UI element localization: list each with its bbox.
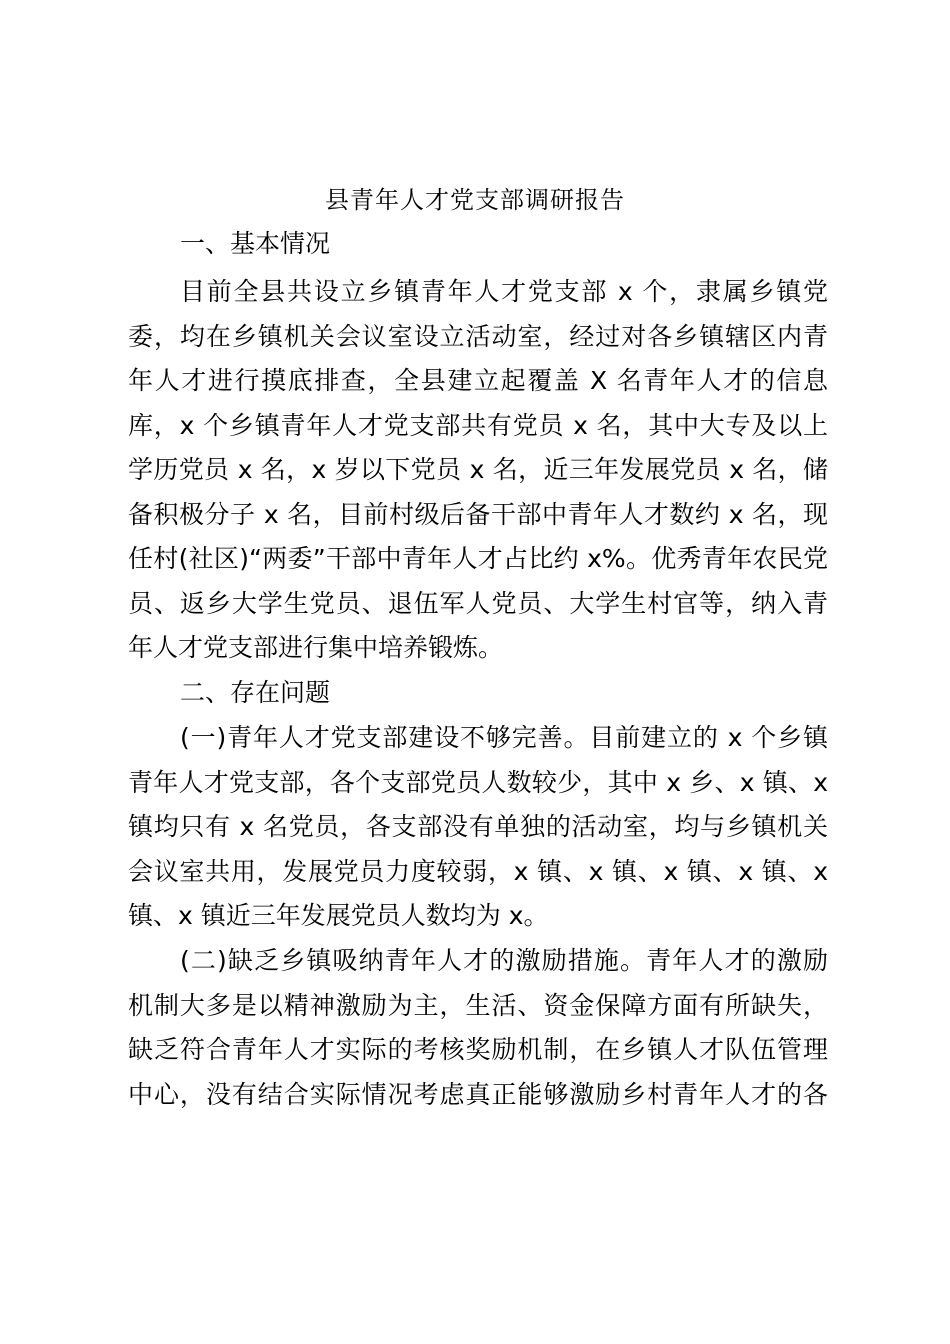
- paragraph-line: (一)青年人才党支部建设不够完善。目前建立的 x 个乡镇: [180, 723, 828, 752]
- paragraph-line: 机制大多是以精神激励为主，生活、资金保障方面有所缺失，: [128, 990, 828, 1020]
- paragraph-line: 库，x 个乡镇青年人才党支部共有党员 x 名，其中大专及以上: [128, 410, 828, 440]
- paragraph-line: 镇均只有 x 名党员，各支部没有单独的活动室，均与乡镇机关: [128, 812, 828, 841]
- paragraph-basic-situation: [128, 270, 828, 671]
- paragraph-line: 会议室共用，发展党员力度较弱，x 镇、x 镇、x 镇、x 镇、x: [128, 856, 828, 886]
- paragraph-problem-1: [128, 716, 828, 939]
- paragraph-line: 学历党员 x 名，x 岁以下党员 x 名，近三年发展党员 x 名，储: [128, 455, 828, 484]
- paragraph-line: (二)缺乏乡镇吸纳青年人才的激励措施。青年人才的激励: [180, 946, 828, 975]
- section-heading-existing-problems: 二、存在问题: [180, 678, 331, 707]
- paragraph-line: 缺乏符合青年人才实际的考核奖励机制，在乡镇人才队伍管理: [128, 1035, 828, 1064]
- paragraph-line: 委，均在乡镇机关会议室设立活动室，经过对各乡镇辖区内青: [128, 321, 828, 351]
- paragraph-line: 年人才党支部进行集中培养锻炼。: [128, 633, 504, 662]
- paragraph-line: 镇、x 镇近三年发展党员人数均为 x。: [128, 901, 549, 930]
- section-heading-basic-situation: 一、基本情况: [180, 229, 331, 258]
- paragraph-line: 备积极分子 x 名，目前村级后备干部中青年人才数约 x 名，现: [128, 499, 828, 529]
- paragraph-problem-2: [128, 939, 828, 1117]
- paragraph-line: 年人才进行摸底排查，全县建立起覆盖 X 名青年人才的信息: [128, 366, 828, 395]
- paragraph-line: 中心，没有结合实际情况考虑真正能够激励乡村青年人才的各: [128, 1079, 828, 1109]
- paragraph-line: 青年人才党支部，各个支部党员人数较少，其中 x 乡、x 镇、x: [128, 767, 828, 797]
- document-title: 县青年人才党支部调研报告: [325, 186, 625, 214]
- paragraph-line: 员、返乡大学生党员、退伍军人党员、大学生村官等，纳入青: [128, 588, 828, 618]
- paragraph-line: 目前全县共设立乡镇青年人才党支部 x 个，隶属乡镇党: [180, 277, 828, 306]
- paragraph-line: 任村(社区)“两委”干部中青年人才占比约 x%。优秀青年农民党: [128, 544, 828, 573]
